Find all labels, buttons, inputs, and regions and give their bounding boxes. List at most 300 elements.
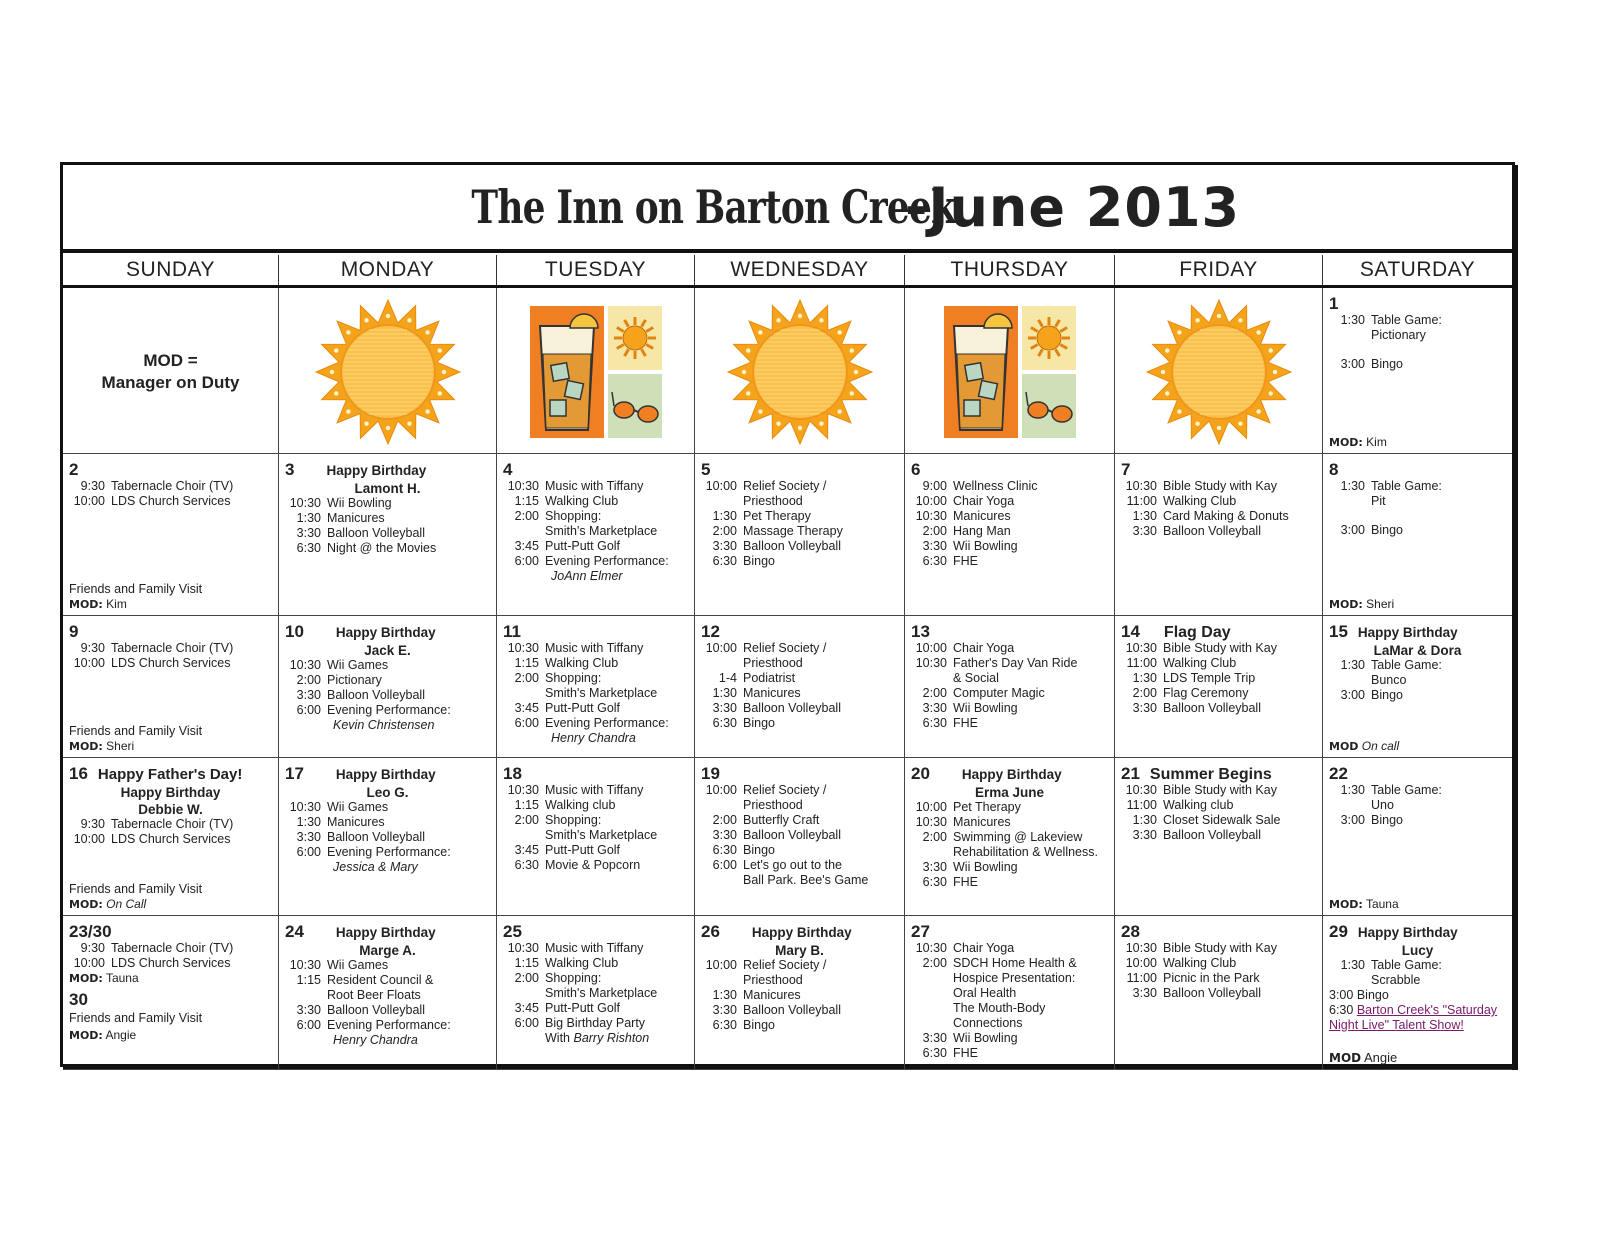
event-desc: Pit — [1371, 494, 1386, 508]
event — [503, 656, 688, 671]
birthday-name: Marge A. — [359, 943, 416, 958]
event — [911, 800, 1108, 815]
event — [503, 783, 688, 798]
mod-name: Kim — [106, 597, 127, 611]
event-desc: LDS Church Services — [111, 956, 231, 970]
event-time: 1:15 — [514, 956, 539, 970]
mod-legend-line1: MOD = — [143, 350, 198, 370]
event-time: 10:30 — [915, 656, 947, 670]
event-desc: Chair Yoga — [953, 941, 1015, 955]
drink-clipart — [497, 288, 695, 454]
day-cell — [1323, 758, 1512, 916]
event — [1329, 673, 1506, 688]
birthday-name: Lamont H. — [354, 481, 421, 496]
event-time — [503, 731, 545, 746]
event — [911, 815, 1108, 830]
event-time: 2:00 — [514, 671, 539, 685]
event-desc: Bingo — [743, 716, 775, 730]
event-time: 6:30 — [712, 843, 737, 857]
event — [1121, 524, 1316, 539]
event-desc: Table Game: — [1371, 958, 1442, 972]
event-desc: Balloon Volleyball — [327, 1003, 425, 1017]
event-time: 10:30 — [507, 641, 539, 655]
event — [701, 798, 898, 813]
event-desc: Resident Council & — [327, 973, 434, 987]
sun-icon — [313, 297, 463, 447]
calendar — [60, 162, 1515, 1067]
event-time: 1:30 — [296, 815, 321, 829]
mod-label: MOD: — [69, 1029, 103, 1042]
event-time: 10:30 — [1125, 941, 1157, 955]
event — [1121, 671, 1316, 686]
event — [701, 656, 898, 671]
birthday-name: Debbie W. — [138, 802, 203, 817]
event-desc: Shopping: — [545, 971, 602, 985]
event — [1121, 656, 1316, 671]
event-time: 6:00 — [712, 858, 737, 872]
day-number: 13 — [911, 622, 930, 641]
event-desc: Bingo — [743, 843, 775, 857]
day-number: 7 — [1121, 460, 1131, 479]
day-header — [1121, 622, 1316, 641]
weekday-thursday: THURSDAY — [905, 255, 1115, 285]
event-time — [285, 718, 327, 733]
day-cell — [1323, 288, 1512, 454]
event — [911, 656, 1108, 671]
day-number: 15 — [1329, 622, 1348, 641]
event — [69, 656, 272, 671]
event-desc: Wii Bowling — [953, 1031, 1018, 1045]
event-desc: Bingo — [1371, 688, 1403, 702]
title-script: The Inn on Barton Creek — [471, 180, 955, 234]
event-list — [503, 941, 688, 1031]
event — [503, 716, 688, 731]
event — [503, 686, 688, 701]
event — [701, 671, 898, 686]
mod-line — [1329, 1050, 1397, 1066]
event-desc: Ball Park. Bee's Game — [743, 873, 869, 887]
mod-name: Angie — [1364, 1050, 1398, 1065]
event-time: 2:00 — [922, 956, 947, 970]
event-time: 1:15 — [514, 656, 539, 670]
event-desc: Balloon Volleyball — [1163, 986, 1261, 1000]
event-time: 3:45 — [514, 1001, 539, 1015]
event-desc: Shopping: — [545, 509, 602, 523]
event-time: 1:30 — [1132, 509, 1157, 523]
event-desc: Music with Tiffany — [545, 783, 644, 797]
event — [911, 479, 1108, 494]
mod-name: Tauna — [1365, 897, 1399, 911]
sun-clipart — [1115, 288, 1323, 454]
event — [1121, 701, 1316, 716]
weekday-friday: FRIDAY — [1115, 255, 1323, 285]
event — [285, 973, 490, 988]
event-desc: Evening Performance: — [327, 703, 451, 717]
event — [1121, 686, 1316, 701]
day-cell — [63, 454, 279, 616]
event-desc: Flag Ceremony — [1163, 686, 1249, 700]
event-desc: Walking Club — [545, 956, 619, 970]
sun-icon — [1144, 297, 1294, 447]
event — [285, 800, 490, 815]
event-desc: Evening Performance: — [545, 554, 669, 568]
event-desc: Father's Day Van Ride — [953, 656, 1078, 670]
event-desc: Manicures — [743, 988, 801, 1002]
event-time — [285, 1033, 327, 1048]
event — [503, 1031, 688, 1046]
event-time: 6:30 — [922, 554, 947, 568]
event-time: 3:00 — [1340, 813, 1365, 827]
event — [911, 956, 1108, 971]
event-time: 1:30 — [1340, 313, 1365, 327]
event-desc: Manicures — [953, 509, 1011, 523]
event-time: 11:00 — [1126, 494, 1157, 508]
event-time: 6:30 — [296, 541, 321, 555]
event-time: 2:00 — [296, 673, 321, 687]
event-time: 6:30 — [922, 716, 947, 730]
event-time: 2:00 — [514, 813, 539, 827]
mod-name: On call — [1361, 739, 1400, 753]
event-desc: Picnic in the Park — [1163, 971, 1260, 985]
event — [503, 813, 688, 828]
event — [503, 956, 688, 971]
mod-line — [69, 597, 127, 612]
event — [1329, 958, 1506, 973]
birthday-name: Erma June — [974, 785, 1045, 800]
mod-label: MOD: — [1329, 898, 1363, 911]
event — [911, 494, 1108, 509]
event-desc: Balloon Volleyball — [1163, 524, 1261, 538]
event-desc: Putt-Putt Golf — [545, 1001, 621, 1015]
event — [911, 554, 1108, 569]
event-time: 6:00 — [514, 554, 539, 568]
event-time: 3:30 — [712, 1003, 737, 1017]
event-desc: Bible Study with Kay — [1163, 941, 1277, 955]
event-time: 10:00 — [73, 494, 105, 508]
birthday-title: Happy Birthday — [335, 925, 436, 940]
event-time: 3:30 — [1132, 524, 1157, 538]
event-time: 3:45 — [514, 539, 539, 553]
iced-tea-icon — [940, 302, 1080, 442]
event-time: 9:30 — [80, 479, 105, 493]
event-time: 6:30 — [1329, 1003, 1354, 1017]
event — [701, 641, 898, 656]
event — [285, 511, 490, 526]
event-time: 10:00 — [705, 641, 737, 655]
birthday-name: Jack E. — [364, 643, 411, 658]
birthday-title: Happy Birthday — [120, 785, 221, 800]
event — [701, 973, 898, 988]
event-desc: FHE — [953, 716, 978, 730]
event-desc: Relief Society / — [743, 783, 827, 797]
event — [1121, 986, 1316, 1001]
event-desc — [545, 1031, 688, 1046]
event-desc: Oral Health — [953, 986, 1017, 1000]
event — [285, 1003, 490, 1018]
event-time: 1:30 — [712, 686, 737, 700]
event-desc: Smith's Marketplace — [545, 986, 658, 1000]
event-time — [285, 860, 327, 875]
day-cell — [905, 916, 1115, 1070]
event — [911, 539, 1108, 554]
event-desc: Wii Games — [327, 800, 389, 814]
event-desc: Relief Society / — [743, 479, 827, 493]
event-time: 6:00 — [296, 1018, 321, 1032]
event-desc: Priesthood — [743, 973, 803, 987]
day-header — [1329, 922, 1506, 941]
event — [1121, 828, 1316, 843]
event — [701, 701, 898, 716]
weekday-wednesday: WEDNESDAY — [695, 255, 905, 285]
event-time: 2:00 — [712, 813, 737, 827]
event-time: 1:15 — [296, 973, 321, 987]
event-time: 10:00 — [915, 800, 947, 814]
event — [503, 539, 688, 554]
event-desc: Table Game: — [1371, 783, 1442, 797]
event-time: 3:30 — [296, 688, 321, 702]
weekday-header — [63, 255, 1512, 288]
event-desc: Balloon Volleyball — [327, 830, 425, 844]
day-number: 1 — [1329, 294, 1339, 313]
event-desc: Pictionary — [327, 673, 382, 687]
event-time: 9:30 — [80, 941, 105, 955]
event-desc: FHE — [953, 1046, 978, 1060]
event — [1329, 494, 1506, 509]
event-time: 1-4 — [718, 671, 737, 685]
event-desc: Priesthood — [743, 494, 803, 508]
event-time: 6:00 — [514, 1016, 539, 1030]
event — [911, 686, 1108, 701]
event-desc: Walking Club — [1163, 656, 1237, 670]
event-time: 3:45 — [514, 843, 539, 857]
event[interactable] — [1329, 1003, 1506, 1033]
event-time — [503, 569, 545, 584]
event-time: 3:00 — [1329, 988, 1354, 1002]
event-time: 3:30 — [1132, 701, 1157, 715]
event — [701, 828, 898, 843]
event-time: 1:30 — [1340, 783, 1365, 797]
event — [701, 958, 898, 973]
event-desc: Balloon Volleyball — [327, 688, 425, 702]
event — [503, 641, 688, 656]
event — [911, 941, 1108, 956]
event-time: 2:00 — [712, 524, 737, 538]
day-number: 11 — [503, 622, 521, 641]
event — [285, 526, 490, 541]
day-cell — [695, 454, 905, 616]
event-time: 6:00 — [296, 703, 321, 717]
event-time: 3:45 — [514, 701, 539, 715]
event-desc: Connections — [953, 1016, 1023, 1030]
event-desc: & Social — [953, 671, 999, 685]
friends-note: Friends and Family Visit — [69, 724, 203, 738]
event-time: 1:30 — [1132, 671, 1157, 685]
event — [285, 988, 490, 1003]
mod-legend-line2: Manager on Duty — [101, 372, 240, 392]
event-time: 10:00 — [1125, 956, 1157, 970]
event — [1121, 813, 1316, 828]
event-desc: Balloon Volleyball — [327, 526, 425, 540]
event-desc: Evening Performance: — [545, 716, 669, 730]
event — [911, 971, 1108, 986]
day-cell — [497, 616, 695, 758]
event — [701, 716, 898, 731]
event — [69, 494, 272, 509]
event-time: 1:30 — [1340, 658, 1365, 672]
event-time: 10:30 — [289, 958, 321, 972]
event-time: 2:00 — [514, 509, 539, 523]
day-cell — [905, 454, 1115, 616]
event — [503, 858, 688, 873]
event-time: 6:00 — [296, 845, 321, 859]
event — [503, 798, 688, 813]
event-time — [503, 1031, 545, 1046]
event — [503, 843, 688, 858]
day-cell — [497, 454, 695, 616]
day-cell — [695, 616, 905, 758]
event — [1329, 688, 1506, 703]
event — [285, 860, 490, 875]
event — [285, 496, 490, 511]
day-cell — [695, 758, 905, 916]
event-desc: LDS Church Services — [111, 494, 231, 508]
mod-line — [1329, 897, 1399, 912]
event-desc: Walking club — [545, 798, 616, 812]
event — [911, 641, 1108, 656]
event-time: 6:30 — [712, 1018, 737, 1032]
birthday-name: Mary B. — [775, 943, 824, 958]
event-desc: Smith's Marketplace — [545, 686, 658, 700]
event-time: 3:00 — [1340, 357, 1365, 371]
event-time: 1:30 — [1132, 813, 1157, 827]
event-time: 10:00 — [73, 832, 105, 846]
birthday-name: Leo G. — [366, 785, 409, 800]
event-time: 9:30 — [80, 817, 105, 831]
day-cell — [1115, 616, 1323, 758]
event-time: 1:30 — [296, 511, 321, 525]
event — [701, 479, 898, 494]
day-number: 26 — [701, 922, 720, 941]
event — [1329, 798, 1506, 813]
event-time: 6:30 — [922, 1046, 947, 1060]
day-number: 21 — [1121, 764, 1140, 783]
birthday-title: Happy Birthday — [1357, 925, 1458, 940]
day-cell — [1115, 758, 1323, 916]
event-desc: Wii Games — [327, 958, 389, 972]
mod-name: Sheri — [1366, 597, 1395, 611]
event-time: 10:30 — [507, 479, 539, 493]
day-cell — [279, 758, 497, 916]
day-number: 4 — [503, 460, 513, 479]
event-time: 3:30 — [712, 539, 737, 553]
day-header — [701, 922, 898, 941]
day-number: 28 — [1121, 922, 1140, 941]
event-desc: Wellness Clinic — [953, 479, 1038, 493]
event — [285, 1018, 490, 1033]
mod-label: MOD: — [1329, 598, 1363, 611]
event-time: 10:30 — [915, 815, 947, 829]
event-desc: Massage Therapy — [743, 524, 843, 538]
event-time: 10:00 — [73, 656, 105, 670]
event-time: 10:30 — [289, 658, 321, 672]
event-desc: Balloon Volleyball — [743, 539, 841, 553]
event-desc: Hospice Presentation: — [953, 971, 1076, 985]
event-desc: Balloon Volleyball — [1163, 701, 1261, 715]
event — [701, 1018, 898, 1033]
day-number: 30 — [69, 990, 88, 1009]
event — [285, 658, 490, 673]
event-desc: Relief Society / — [743, 958, 827, 972]
birthday-title: Happy Birthday — [751, 925, 852, 940]
event — [701, 539, 898, 554]
event-desc: Hang Man — [953, 524, 1011, 538]
event-desc: Manicures — [953, 815, 1011, 829]
with-label: With — [545, 1031, 570, 1045]
event-desc: Table Game: — [1371, 313, 1442, 327]
talent-show-link[interactable]: Barton Creek's "Saturday Night Live" Talent Show! — [1329, 1003, 1498, 1032]
event-time: 3:30 — [712, 828, 737, 842]
event — [701, 843, 898, 858]
mod-label: MOD: — [69, 898, 103, 911]
event-time: 2:00 — [1132, 686, 1157, 700]
event-desc: Big Birthday Party — [545, 1016, 646, 1030]
iced-tea-icon — [526, 302, 666, 442]
event — [911, 1001, 1108, 1016]
mod-label: MOD: — [1329, 436, 1363, 449]
event — [69, 956, 272, 971]
event — [503, 1001, 688, 1016]
event — [701, 858, 898, 873]
event-desc: Chair Yoga — [953, 494, 1015, 508]
event — [285, 541, 490, 556]
day-number: 24 — [285, 922, 304, 941]
event — [701, 686, 898, 701]
friends-note: Friends and Family Visit — [69, 582, 203, 596]
day-number: 8 — [1329, 460, 1339, 479]
day-number: 19 — [701, 764, 720, 783]
event-desc: Rehabilitation & Wellness. — [953, 845, 1098, 859]
event-time: 2:00 — [922, 524, 947, 538]
event-desc: Bingo — [1356, 988, 1389, 1002]
day-cell — [695, 916, 905, 1070]
event-time: 10:30 — [1125, 783, 1157, 797]
event-time: 6:00 — [514, 716, 539, 730]
event-desc: LDS Church Services — [111, 656, 231, 670]
event — [1329, 658, 1506, 673]
event — [1329, 813, 1506, 828]
day-number: 6 — [911, 460, 921, 479]
event — [911, 845, 1108, 860]
event — [503, 479, 688, 494]
friends-note: Friends and Family Visit — [69, 1011, 203, 1025]
performer: JoAnn Elmer — [551, 569, 623, 583]
event-desc: Butterfly Craft — [743, 813, 820, 827]
event — [503, 731, 688, 746]
event-desc: Chair Yoga — [953, 641, 1015, 655]
event — [701, 988, 898, 1003]
event-time: 1:30 — [1340, 479, 1365, 493]
event-time: 10:30 — [1125, 479, 1157, 493]
event — [285, 673, 490, 688]
mod-legend — [63, 288, 279, 454]
event — [69, 832, 272, 847]
event — [285, 703, 490, 718]
event — [69, 479, 272, 494]
event — [285, 1033, 490, 1048]
event-desc: Evening Performance: — [327, 1018, 451, 1032]
event-desc: Walking Club — [1163, 956, 1237, 970]
event — [503, 569, 688, 584]
